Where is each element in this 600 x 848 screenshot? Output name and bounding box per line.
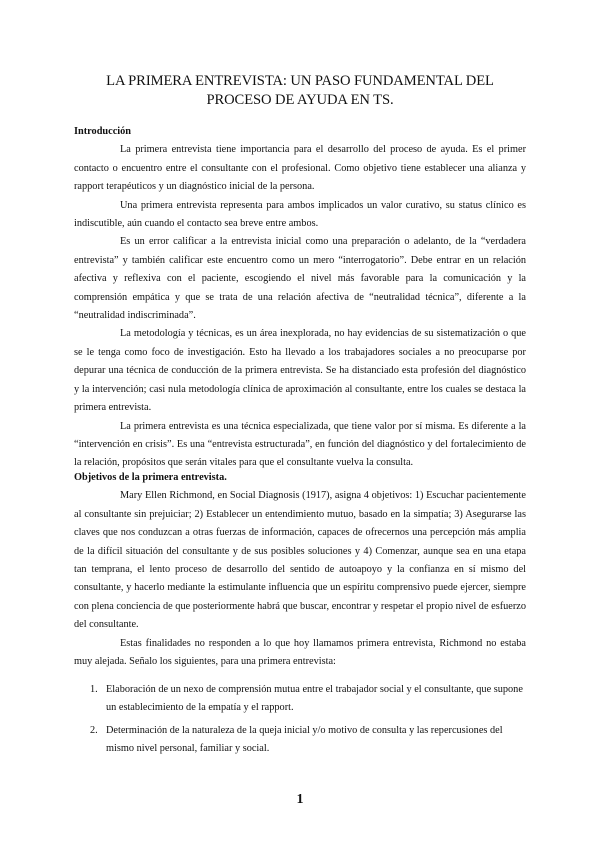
list-item (74, 722, 526, 759)
objectives-paragraph-1: Mary Ellen Richmond, en Social Diagnosis (1917), asigna 4 objetivos: 1) Escuchar pacientemente al consultante sin prejuiciar; 2) Establecer un entendimiento mutuo, basado en la simpatía; 3) Asegurarse las claves que nos conduzcan a otras fuerzas de información, capaces de ofrecernos una percepción más amplia de la difícil situación del consultante y de sus posibles soluciones y 4) Comenzar, aunque sea en una etapa tan temprana, el lento proceso de desarrollo del sentido de autoapoyo y la confianza en sí mismo del consultante, y hacerlo mediante la estimulante influencia que un espíritu comprensivo puede ejercer, siempre con plena conciencia de que posteriormente habrá que buscar, encontrar y respetar el propio nivel de esfuerzo del consultante. (74, 490, 526, 631)
list-item-number: 1. (90, 684, 98, 695)
intro-paragraph-1: La primera entrevista tiene importancia para el desarrollo del proceso de ayuda. Es el primer contacto o encuentro entre el consultante con el profesional. Como objetivo tiene establecer una alianza y rapport terapéuticos y un diagnóstico inicial de la persona. (74, 144, 526, 193)
document-title (60, 72, 540, 110)
title-line-2: PROCESO DE AYUDA EN TS. (206, 92, 394, 108)
intro-heading: Introducción (74, 126, 132, 137)
objectives-list-section (74, 681, 526, 763)
objectives-paragraph-2: Estas finalidades no responden a lo que hoy llamamos primera entrevista, Richmond no estaba muy alejada. Señalo los siguientes, para una primera entrevista: (74, 637, 526, 668)
list-item (74, 681, 526, 718)
list-item-number: 2. (90, 724, 98, 736)
objectives-section (74, 469, 526, 671)
objectives-list (74, 681, 526, 759)
list-item-text: Determinación de la naturaleza de la queja inicial y/o motivo de consulta y las repercusiones del mismo nivel personal, familiar y social. (106, 724, 503, 755)
list-item-text: Elaboración de un nexo de comprensión mutua entre el trabajador social y el consultante, que supone un establecimiento de la empatía y el rapport. (106, 684, 523, 714)
page-number: 1 (296, 792, 304, 807)
intro-paragraph-3: Es un error calificar a la entrevista inicial como una preparación o adelanto, de la “verdadera entrevista” y también calificar este encuentro como un mero “interrogatorio”. Debe entrar en un relación afectiva y reflexiva con el paciente, escogiendo el nivel más favorable para la comunicación y la comprensión empática y que se trata de una relación afectiva de “neutralidad técnica”, diferente a la “neutralidad indiscriminada”. (74, 236, 526, 322)
intro-paragraph-5: La primera entrevista es una técnica especializada, que tiene valor por sí misma. Es diferente a la “intervención en crisis”. Es una “entrevista estructurada”, en función del diagnóstico y del fortalecimiento de la relación, propósitos que serán vitales para que el consultante vuelva la consulta. (74, 420, 526, 469)
intro-section (74, 123, 526, 473)
intro-paragraph-2: Una primera entrevista representa para ambos implicados un valor curativo, su status clínico es indiscutible, aún cuando el contacto sea breve entre ambos. (74, 199, 526, 230)
title-line-1: LA PRIMERA ENTREVISTA: UN PASO FUNDAMENTAL DEL (106, 73, 494, 89)
objectives-heading: Objetivos de la primera entrevista. (74, 472, 227, 483)
intro-paragraph-4: La metodología y técnicas, es un área inexplorada, no hay evidencias de su sistematización o que se le tenga como foco de investigación. Esto ha llevado a los trabajadores sociales a no preocuparse por depurar una técnica de conducción de la primera entrevista. Se ha distanciado esta profesión del diagnóstico y la intervención; casi nula metodología clínica de aproximación al consultante, entre los cuales se destaca la primera entrevista. (74, 328, 526, 414)
